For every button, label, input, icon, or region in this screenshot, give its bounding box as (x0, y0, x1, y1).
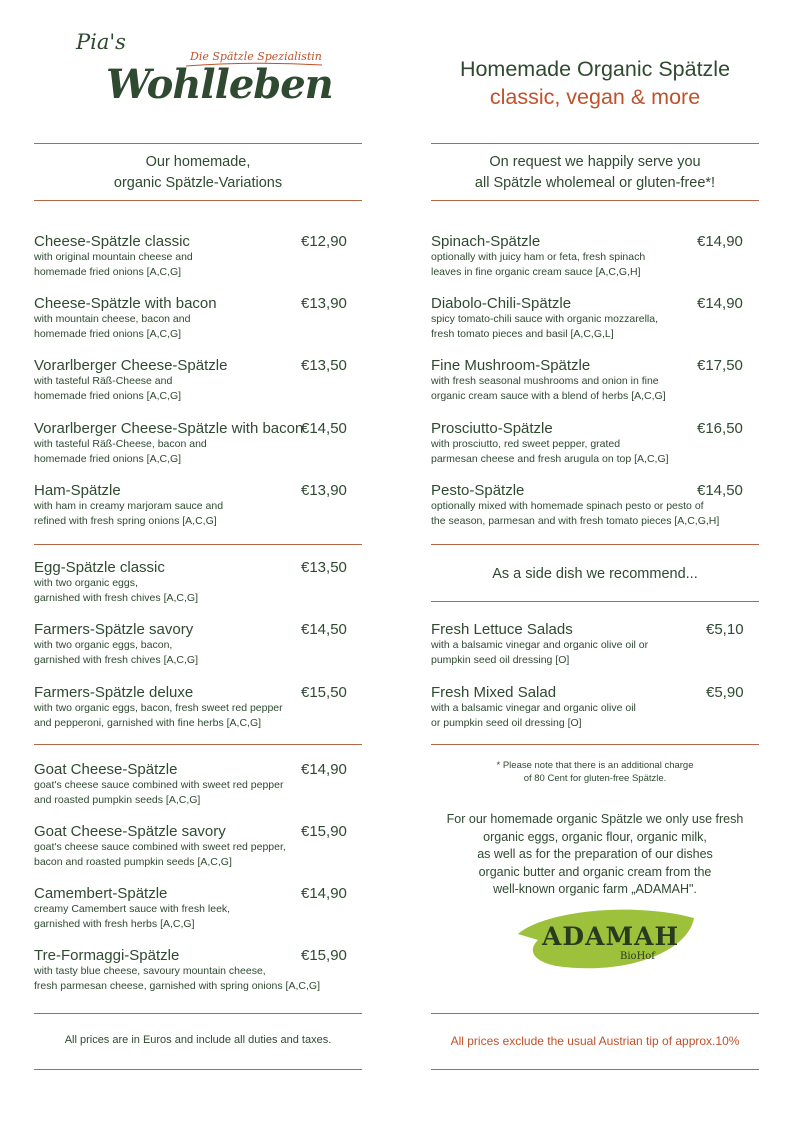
item-name: Cheese-Spätzle classic (34, 233, 190, 250)
item-description: with fresh seasonal mushrooms and onion in fine organic cream sauce with a blend of herbs [A,C,G] (431, 375, 666, 402)
item-description: spicy tomato-chili sauce with organic mozzarella, fresh tomato pieces and basil [A,C,G,L] (431, 313, 659, 340)
item-description: creamy Camembert sauce with fresh leek, garnished with fresh herbs [A,C,G] (34, 903, 231, 930)
item-price: €12,90 (301, 233, 347, 250)
item-name: Tre-Formaggi-Spätzle (34, 947, 180, 964)
item-name: Pesto-Spätzle (431, 482, 525, 499)
organic-ingredients-text: For our homemade organic Spätzle we only use fresh organic eggs, organic flour, organic milk, as well as for the preparation of our dishes organic butter and organic cream from the well-known organic farm „ADAMAH". (446, 812, 744, 896)
item-price: €15,90 (301, 947, 347, 964)
menu-item (431, 233, 751, 280)
item-name: Cheese-Spätzle with bacon (34, 295, 217, 312)
divider (34, 143, 362, 144)
item-name: Farmers-Spätzle savory (34, 621, 194, 638)
item-description: with tasteful Räß-Cheese and homemade fried onions [A,C,G] (34, 375, 182, 402)
item-name: Fresh Mixed Salad (431, 684, 557, 701)
item-price: €5,10 (706, 621, 744, 638)
left-footer-note: All prices are in Euros and include all duties and taxes. (64, 1034, 332, 1046)
item-description: with two organic eggs, bacon, fresh sweet red pepper and pepperoni, garnished with fine herbs [A,C,G] (34, 702, 283, 729)
item-price: €17,50 (697, 357, 743, 374)
menu-item (34, 621, 354, 668)
item-name: Fine Mushroom-Spätzle (431, 357, 591, 374)
left-intro: Our homemade, organic Spätzle-Variations (113, 154, 283, 191)
item-price: €14,50 (301, 621, 347, 638)
item-price: €13,50 (301, 357, 347, 374)
divider (431, 744, 759, 745)
divider (431, 601, 759, 602)
item-description: with original mountain cheese and homemade fried onions [A,C,G] (34, 251, 193, 278)
divider (431, 544, 759, 545)
page-title: Homemade Organic Spätzle (459, 57, 731, 81)
divider (431, 1069, 759, 1070)
item-description: with tasty blue cheese, savoury mountain cheese, fresh parmesan cheese, garnished with spring onions [A,C,G] (34, 965, 320, 992)
menu-item (34, 947, 354, 994)
menu-item (34, 823, 354, 870)
item-description: with two organic eggs, garnished with fresh chives [A,C,G] (34, 577, 198, 604)
menu-item (34, 482, 354, 529)
item-name: Spinach-Spätzle (431, 233, 541, 250)
item-price: €16,50 (697, 420, 743, 437)
item-description: with a balsamic vinegar and organic olive oil or pumpkin seed oil dressing [O] (431, 639, 649, 666)
item-name: Fresh Lettuce Salads (431, 621, 573, 638)
item-description: goat's cheese sauce combined with sweet red pepper and roasted pumpkin seeds [A,C,G] (34, 779, 284, 806)
item-price: €14,90 (697, 295, 743, 312)
item-description: with mountain cheese, bacon and homemade fried onions [A,C,G] (34, 313, 191, 340)
item-name: Farmers-Spätzle deluxe (34, 684, 194, 701)
item-price: €14,90 (301, 885, 347, 902)
menu-item (34, 559, 354, 606)
tip-note: All prices exclude the usual Austrian tip of approx.10% (450, 1034, 740, 1048)
item-name: Vorarlberger Cheese-Spätzle (34, 357, 228, 374)
menu-item (34, 357, 354, 404)
gluten-free-note: * Please note that there is an additional charge of 80 Cent for gluten-free Spätzle. (496, 760, 694, 784)
logo-brand: Wohlleben (106, 61, 333, 108)
divider (34, 744, 362, 745)
item-price: €5,90 (706, 684, 744, 701)
item-name: Camembert-Spätzle (34, 885, 168, 902)
divider (34, 544, 362, 545)
logo-tagline: Die Spätzle Spezialistin (190, 50, 322, 63)
menu-item (34, 684, 354, 731)
menu-item (431, 295, 751, 342)
item-price: €13,90 (301, 295, 347, 312)
item-price: €13,90 (301, 482, 347, 499)
item-name: Vorarlberger Cheese-Spätzle with bacon (34, 420, 304, 437)
divider (431, 143, 759, 144)
divider (34, 1069, 362, 1070)
menu-item (431, 482, 751, 529)
menu-item (431, 357, 751, 404)
menu-item (34, 233, 354, 280)
menu-item (34, 885, 354, 932)
item-description: optionally with juicy ham or feta, fresh spinach leaves in fine organic cream sauce [A,C,G,H] (431, 251, 646, 278)
item-description: with prosciutto, red sweet pepper, grated parmesan cheese and fresh arugula on top [A,C,G] (431, 438, 669, 465)
item-description: with tasteful Räß-Cheese, bacon and homemade fried onions [A,C,G] (34, 438, 207, 465)
logo-script-name: Pia's (76, 30, 126, 54)
item-description: with a balsamic vinegar and organic olive oil or pumpkin seed oil dressing [O] (431, 702, 636, 729)
item-price: €15,90 (301, 823, 347, 840)
item-name: Diabolo-Chili-Spätzle (431, 295, 572, 312)
menu-item (34, 420, 354, 467)
item-description: goat's cheese sauce combined with sweet red pepper, bacon and roasted pumpkin seeds [A,C,G] (34, 841, 286, 868)
item-price: €14,50 (697, 482, 743, 499)
item-name: Egg-Spätzle classic (34, 559, 165, 576)
side-dish-heading: As a side dish we recommend... (492, 566, 698, 582)
logo (72, 30, 332, 115)
item-price: €15,50 (301, 684, 347, 701)
menu-item (34, 295, 354, 342)
adamah-logo (516, 908, 696, 974)
item-name: Ham-Spätzle (34, 482, 121, 499)
divider (34, 1013, 362, 1014)
right-intro: On request we happily serve you all Spätzle wholemeal or gluten-free*! (474, 154, 716, 191)
item-description: with two organic eggs, bacon, garnished with fresh chives [A,C,G] (34, 639, 198, 666)
item-name: Prosciutto-Spätzle (431, 420, 553, 437)
item-name: Goat Cheese-Spätzle (34, 761, 178, 778)
item-name: Goat Cheese-Spätzle savory (34, 823, 226, 840)
menu-item (431, 420, 751, 467)
divider (431, 200, 759, 201)
adamah-logo-sub: BioHof (620, 951, 656, 962)
divider (431, 1013, 759, 1014)
item-price: €14,50 (301, 420, 347, 437)
item-price: €14,90 (301, 761, 347, 778)
divider (34, 200, 362, 201)
adamah-logo-name: ADAMAH (542, 922, 680, 951)
item-description: with ham in creamy marjoram sauce and refined with fresh spring onions [A,C,G] (34, 500, 224, 527)
menu-item (431, 621, 751, 668)
item-price: €14,90 (697, 233, 743, 250)
item-description: optionally mixed with homemade spinach pesto or pesto of the season, parmesan and with fresh tomato pieces [A,C,G,H] (431, 500, 720, 527)
page-subtitle: classic, vegan & more (489, 85, 701, 109)
item-price: €13,50 (301, 559, 347, 576)
menu-item (34, 761, 354, 808)
menu-item (431, 684, 751, 731)
